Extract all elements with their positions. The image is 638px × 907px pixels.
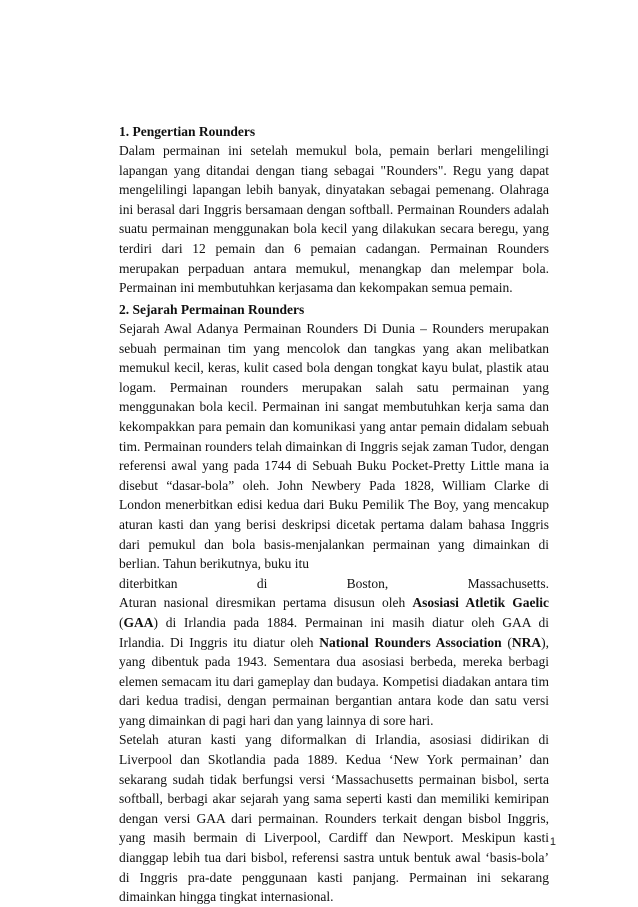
spaced-line bbox=[119, 574, 549, 594]
organization-name: Asosiasi Atletik Gaelic bbox=[412, 595, 549, 611]
text-run: ), yang dibentuk pada 1943. Sementara dua asosiasi berbeda, mereka berbagi elemen semacam itu dari gameplay dan budaya. Kompetisi diadakan antara tim dari kedua tradisi, dengan permainan bergantian antara kode dan satu versi yang dimainkan di pagi hari dan yang lainnya di sore hari. bbox=[119, 634, 549, 728]
organization-name: National Rounders Association bbox=[319, 634, 502, 650]
spaced-word: diterbitkan bbox=[119, 575, 178, 591]
page-number: 1 bbox=[549, 836, 556, 848]
organization-abbreviation: GAA bbox=[123, 614, 154, 630]
text-run: ( bbox=[501, 634, 512, 650]
spaced-word: di bbox=[256, 575, 268, 591]
text-run: Aturan nasional diresmikan pertama disusun oleh bbox=[119, 595, 413, 611]
text-run: ) di Irlandia pada 1884. Permainan ini masih diatur oleh GAA di Irlandia. Di Inggris itu diatur oleh bbox=[119, 614, 549, 650]
section-paragraph: Dalam permainan ini setelah memukul bola, pemain berlari mengelilingi lapangan yang ditandai dengan tiang sebagai "Rounders". Regu yang dapat mengelilingi lapangan lebih banyak, dinyatakan sebagai pemenang. Olahraga ini berasal dari Inggris bersamaan dengan softball. Permainan Rounders adalah suatu permainan menggunakan bola kecil yang dilakukan secara beregu, yang terdiri dari 12 pemain dan 6 pemaian cadangan. Permainan Rounders merupakan perpaduan antara memukul, menangkap dan melempar bola. Permainan ini membutuhkan kerjasama dan kekompakan semua pemain. bbox=[119, 143, 549, 296]
section-heading: 2. Sejarah Permainan Rounders bbox=[119, 302, 305, 317]
section-heading: 1. Pengertian Rounders bbox=[119, 124, 256, 139]
history-paragraph-3: Setelah aturan kasti yang diformalkan di Irlandia, asosiasi didirikan di Liverpool dan Skotlandia pada 1889. Kedua ‘New York permainan’ dan sekarang sudah tidak berfungsi versi ‘Massachusetts permainan bisbol, serta softball, berbagi akar sejarah yang sama seperti kasti dan memiliki kemiripan dengan versi GAA dari permainan. Rounders terkait dengan bisbol Inggris, yang masih bermain di Liverpool, Cardiff dan Newport. Meskipun kasti dianggap lebih tua dari bisbol, referensi sastra untuk bentuk awal ‘basis-bola’ di Inggris pra-date penggunaan kasti panjang. Permainan ini sekarang dimainkan hingga tingkat internasional. bbox=[119, 732, 549, 905]
history-paragraph-1: Sejarah Awal Adanya Permainan Rounders Di Dunia – Rounders merupakan sebuah permainan tim yang mencolok dan tangkas yang akan melibatkan memukul kecil, keras, kulit cased bola dengan tongkat kayu bulat, plastik atau logam. Permainan rounders merupakan salah satu permainan yang menggunakan bola kecil. Permainan ini sangat membutuhkan kerja sama dan kekompakkan para pemain dan komunikasi yang antar pemain didalam sebuah tim. Permainan rounders telah dimainkan di Inggris sejak zaman Tudor, dengan referensi awal yang pada 1744 di Sebuah Buku Pocket-Pretty Little mana ia disebut “dasar-bola” oleh. John Newbery Pada 1828, William Clarke di London menerbitkan edisi kedua dari Buku Pemilik The Boy, yang mencakup aturan kasti dan yang berisi deskripsi dicetak pertama dalam bahasa Inggris dari pemukul dan bola basis-menjalankan permainan yang dimainkan di berlian. Tahun berikutnya, buku itu bbox=[119, 321, 549, 572]
text-run: ( bbox=[119, 614, 124, 630]
spaced-word: Massachusetts. bbox=[467, 575, 549, 591]
history-paragraph-2 bbox=[119, 593, 549, 730]
organization-abbreviation: NRA bbox=[511, 634, 542, 650]
section-sejarah bbox=[119, 300, 549, 907]
section-pengertian bbox=[119, 122, 549, 298]
spaced-word: Boston, bbox=[346, 575, 389, 591]
